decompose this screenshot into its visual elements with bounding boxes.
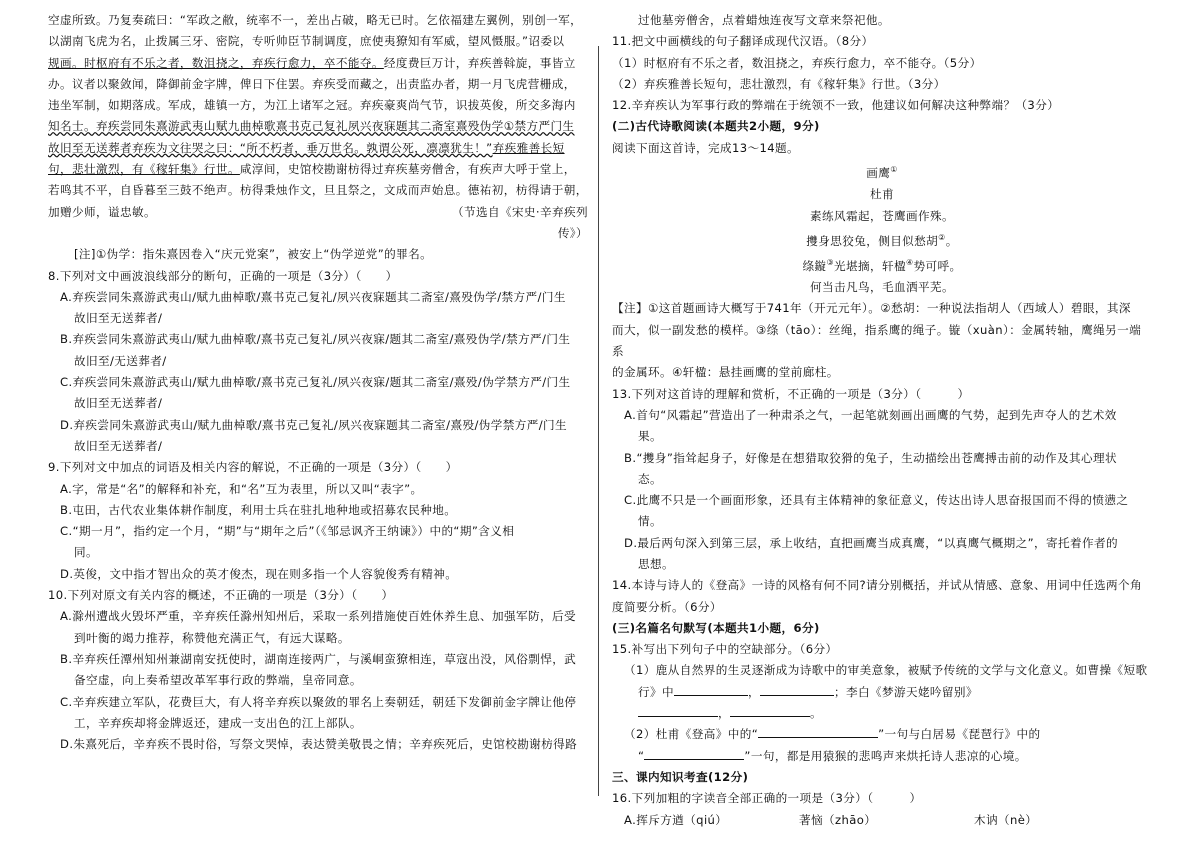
underlined-sentence-2: 弃疾雅善长短 bbox=[492, 140, 565, 155]
option-c[interactable]: C.辛弃疾建立军队，花费巨大，有人将辛弃疾以聚敛的罪名上奏朝廷，朝廷下发御前金字牌让他停 bbox=[60, 694, 577, 709]
option-d[interactable]: D.弃疾尝同朱熹游武夷山/赋九曲棹歌/熹书克己复礼/夙兴夜寐题其二斋室/熹殁/伪学禁方严/门生 bbox=[60, 417, 568, 432]
option-c[interactable]: C.“期一月”，指约定一个月，“期”与“期年之后”（《邹忌讽齐王纳谏》）中的“期”含义相 bbox=[60, 524, 515, 539]
left-column bbox=[48, 10, 588, 755]
poem-line: 何当击凡鸟，毛血洒平芜。 bbox=[810, 280, 954, 295]
section-title: (二)古代诗歌阅读(本题共2小题，9分) bbox=[612, 119, 820, 134]
sub-question: （2）弃疾雅善长短句，悲壮激烈，有《稼轩集》行世。（3分） bbox=[612, 76, 946, 91]
answer-blank[interactable] bbox=[758, 725, 878, 738]
option-b[interactable]: B.“㩳身”指耸起身子，好像是在想猎取狡猾的兔子，生动描绘出苍鹰搏击前的动作及其心理状 bbox=[624, 450, 1118, 465]
option-b[interactable]: B.屯田，古代农业集体耕作制度，利用士兵在驻扎地种地或招募农民种地。 bbox=[60, 502, 457, 517]
question-stem: 15.补写出下列句子中的空缺部分。（6分） bbox=[612, 642, 838, 657]
option-b[interactable]: B.辛弃疾任潭州知州兼湖南安抚使时，湖南连接两广，与溪峒蛮獠相连，草寇出没，风俗剽悍，武 bbox=[60, 651, 577, 666]
section-title: 三、课内知识考查(12分) bbox=[612, 769, 749, 784]
poem-title: 画鹰① bbox=[866, 165, 898, 180]
answer-blank[interactable] bbox=[674, 683, 748, 696]
passage-line: 以湖南飞虎为名，止拨属三牙、密院，专听帅臣节制调度，庶使夷獠知有军威，望风慑服。”诏委以 bbox=[48, 34, 565, 49]
source-citation: （节选自《宋史·辛弃疾列 bbox=[451, 204, 588, 219]
question-stem: 10.下列对原文有关内容的概述，不正确的一项是（3分）（ ） bbox=[48, 588, 394, 603]
option-c[interactable]: C.弃疾尝同朱熹游武夷山/赋九曲棹歌/熹书克己复礼/夙兴夜寐/题其二斋室/熹殁/伪学禁方严/门生 bbox=[60, 375, 571, 390]
poem-line: 素练风霜起，苍鹰画作殊。 bbox=[810, 208, 954, 223]
answer-blank[interactable] bbox=[638, 704, 718, 717]
source-citation-end: 传》） bbox=[557, 225, 588, 240]
passage-line: 违坐军制，如期落成。军成，雄镇一方，为江上诸军之冠。弃疾豪爽尚气节，识拔英俊，所交多海内 bbox=[48, 98, 576, 113]
section-title: (三)名篇名句默写(本题共1小题，6分) bbox=[612, 620, 820, 635]
option-d[interactable]: D.朱熹死后，辛弃疾不畏时俗，写祭文哭悼，表达赞美敬畏之情；辛弃疾死后，史馆校勘谢枋得路 bbox=[60, 737, 578, 752]
option-a[interactable]: A.首句“风霜起”营造出了一种肃杀之气，一起笔就刻画出画鹰的气势，起到先声夺人的艺术效 bbox=[624, 407, 1117, 422]
column-divider bbox=[598, 46, 599, 796]
passage-line bbox=[48, 138, 588, 159]
answer-blank[interactable] bbox=[730, 704, 810, 717]
passage-line: 规画。时枢府有不乐之者，数沮挠之，弃疾行愈力，卒不能夺。经度费巨万计，弃疾善斡旋，事皆立 bbox=[48, 55, 576, 70]
passage bbox=[48, 10, 588, 266]
question-stem: 9.下列对文中加点的词语及相关内容的解说，不正确的一项是（3分）（ ） bbox=[48, 460, 458, 475]
passage-line: 加赠少师，谥忠敏。 （节选自《宋史·辛弃疾列 bbox=[48, 202, 588, 223]
passage-line: 句，悲壮激烈，有《稼轩集》行世。咸淳间，史馆校勘谢枋得过弃疾墓旁僧舍，有疾声大呼于堂上， bbox=[48, 162, 576, 177]
option-a[interactable]: A.挥斥方遒（qiú） 著恼（zhāo） 木讷（nè） bbox=[624, 812, 1038, 827]
option-a[interactable]: A.弃疾尝同朱熹游武夷山/赋九曲棹歌/熹书克己复礼/夙兴夜寐题其二斋室/熹殁伪学/禁方严/门生 bbox=[60, 289, 566, 304]
passage-line: 若鸣其不平，自昏暮至三鼓不绝声。枋得秉烛作文，旦且祭之，文成而声始息。德祐初，枋得请于朝， bbox=[48, 183, 588, 198]
question-stem: 11.把文中画横线的句子翻译成现代汉语。（8分） bbox=[612, 34, 874, 49]
passage-line: 知名士。弃疾尝同朱熹游武夷山赋九曲棹歌熹书克己复礼夙兴夜寐题其二斋室熹殁伪学①禁方严门生 bbox=[48, 119, 575, 134]
question-13: 13.下列对这首诗的理解和赏析，不正确的一项是（3分）（ ） A.首句“风霜起”营造出了一种肃杀之气，一起笔就刻画出画鹰的气势，起到先声夺人的艺术效 果。 B.“㩳身”指耸起身子，好像是在想猎取狡猾的兔子，生动描绘出苍鹰搏击前的动作及其心理状 态。 C.此鹰不只是一个画面形象，还具有主体精神的象征意义，传达出诗人思奋报国而不得的愤懑之 情。 D.最后两句深入到第三层，承上收结，直把画鹰当成真鹰，“以真鹰气概期之”，寄托着作者的 思想。 bbox=[612, 384, 1152, 576]
wavy-underlined-text: 故旧至无送葬者弃疾为文往哭之曰：“所不朽者，垂万世名。孰谓公死，凛凛犹生！” bbox=[48, 140, 493, 155]
question-12: 12.辛弃疾认为军事行政的弊端在于统领不一致，他建议如何解决这种弊端？（3分） bbox=[612, 98, 1060, 113]
poem-author: 杜甫 bbox=[870, 187, 894, 202]
passage-line: 空虚所致。乃复奏疏曰：“军政之敝，统率不一，差出占破，略无已时。乞依福建左翼例，别创一军， bbox=[48, 13, 583, 27]
question-15: 15.补写出下列句子中的空缺部分。（6分） （1）鹿从自然界的生灵逐渐成为诗歌中的审美意象，被赋予传统的文学与文化意义。如曹操《短歌 行》中 ， ；李白《梦游天姥吟留别》 ， 。 （2）杜甫《登高》中的“ ”一句与白居易《琵琶行》中的 “ ”一句，都是用猿猴的悲鸣声来烘托诗人悲凉的心境。 bbox=[612, 639, 1152, 767]
question-10: 10.下列对原文有关内容的概述，不正确的一项是（3分）（ ） A.滁州遭战火毁坏严重，辛弃疾任滁州知州后，采取一系列措施使百姓休养生息、加强军防，后受 到叶衡的竭力推荐，称赞他充满正气，有远大谋略。 B.辛弃疾任潭州知州兼湖南安抚使时，湖南连接两广，与溪峒蛮獠相连，草寇出没，风俗剽悍，武 备空虚，向上奏希望改革军事行政的弊端，皇帝同意。 C.辛弃疾建立军队，花费巨大，有人将辛弃疾以聚敛的罪名上奏朝廷，朝廷下发御前金字牌让他停 工，辛弃疾却将金牌返还，建成一支出色的江上部队。 D.朱熹死后，辛弃疾不畏时俗，写祭文哭悼，表达赞美敬畏之情；辛弃疾死后，史馆校勘谢枋得路 bbox=[48, 585, 588, 755]
poem-line: 绦鏇③光堪摘，轩楹④势可呼。 bbox=[802, 257, 962, 273]
section-intro: 阅读下面这首诗，完成13～14题。 bbox=[612, 140, 800, 155]
question-stem: 8.下列对文中画波浪线部分的断句，正确的一项是（3分）（ ） bbox=[48, 268, 398, 283]
poem-note: 【注】①这首题画诗大概写于741年（开元元年）。②愁胡：一种说法指胡人（西域人）碧眼，其深 而大，似一副发愁的模样。③绦（tāo）：丝绳，指系鹰的绳子。镟（xuàn）：金属转轴，鹰绳另一端系 的金属环。④轩楹：悬挂画鹰的堂前廊柱。 bbox=[612, 301, 1142, 380]
sub-question: （1）时枢府有不乐之者，数沮挠之，弃疾行愈力，卒不能夺。（5分） bbox=[612, 55, 982, 70]
option-a[interactable]: A.字，常是“名”的解释和补充，和“名”互为表里，所以又叫“表字”。 bbox=[60, 481, 423, 496]
question-stem: 13.下列对这首诗的理解和赏析，不正确的一项是（3分）（ ） bbox=[612, 386, 970, 401]
option-d[interactable]: D.英俊，文中指才智出众的英才俊杰，现在则多指一个人容貌俊秀有精神。 bbox=[60, 566, 458, 581]
question-stem: 16.下列加粗的字读音全部正确的一项是（3分）（ ） bbox=[612, 791, 922, 806]
option-b[interactable]: B.弃疾尝同朱熹游武夷山/赋九曲棹歌/熹书克己复礼/夙兴夜寐/题其二斋室/熹殁伪学/禁方严/门生 bbox=[60, 332, 571, 347]
poem bbox=[612, 159, 1152, 298]
question-9: 9.下列对文中加点的词语及相关内容的解说，不正确的一项是（3分）（ ） A.字，常是“名”的解释和补充，和“名”互为表里，所以又叫“表字”。 B.屯田，古代农业集体耕作制度，利用士兵在驻扎地种地或招募农民种地。 C.“期一月”，指约定一个月，“期”与“期年之后”（《邹忌讽齐王纳谏》）中的“期”含义相 同。 D.英俊，文中指才智出众的英才俊杰，现在则多指一个人容貌俊秀有精神。 bbox=[48, 457, 588, 585]
option-d[interactable]: D.最后两句深入到第三层，承上收结，直把画鹰当成真鹰，“以真鹰气概期之”，寄托着作者的 bbox=[624, 535, 1118, 550]
question-16 bbox=[612, 788, 1152, 831]
answer-blank[interactable] bbox=[644, 747, 744, 760]
question-11 bbox=[612, 31, 1152, 95]
option-c[interactable]: C.此鹰不只是一个画面形象，还具有主体精神的象征意义，传达出诗人思奋报国而不得的愤懑之 bbox=[624, 493, 1129, 508]
option-a[interactable]: A.滁州遭战火毁坏严重，辛弃疾任滁州知州后，采取一系列措施使百姓休养生息、加强军防，后受 bbox=[60, 609, 576, 624]
passage-line: 办。议者以聚敛闻，降御前金字牌，俾日下住罢。弃疾受而藏之，出责监办者，期一月飞虎营栅成， bbox=[48, 76, 576, 91]
passage-note: [注]①伪学：指朱熹因卷入“庆元党案”，被安上“伪学逆党”的罪名。 bbox=[74, 247, 433, 262]
question-14: 14.本诗与诗人的《登高》一诗的风格有何不同?请分别概括，并试从情感、意象、用词中任选两个角 度简要分析。（6分） bbox=[612, 578, 1142, 614]
right-column bbox=[612, 10, 1152, 831]
answer-blank[interactable] bbox=[760, 683, 834, 696]
question-8: 8.下列对文中画波浪线部分的断句，正确的一项是（3分）（ ） A.弃疾尝同朱熹游武夷山/赋九曲棹歌/熹书克己复礼/夙兴夜寐题其二斋室/熹殁伪学/禁方严/门生 故旧至无送葬者/ B.弃疾尝同朱熹游武夷山/赋九曲棹歌/熹书克己复礼/夙兴夜寐/题其二斋室/熹殁伪学/禁方严/门生 故旧至/无送葬者/ C.弃疾尝同朱熹游武夷山/赋九曲棹歌/熹书克己复礼/夙兴夜寐/题其二斋室/熹殁/伪学禁方严/门生 故旧至无送葬者/ D.弃疾尝同朱熹游武夷山/赋九曲棹歌/熹书克己复礼/夙兴夜寐题其二斋室/熹殁/伪学禁方严/门生 故旧至无送葬者/ bbox=[48, 266, 588, 458]
poem-line: 㩳身思狡兔，侧目似愁胡②。 bbox=[806, 232, 958, 248]
option-d-continued: 过他墓旁僧舍，点着蜡烛连夜写文章来祭祀他。 bbox=[638, 13, 890, 27]
underlined-sentence-1: 规画。时枢府有不乐之者，数沮挠之，弃疾行愈力，卒不能夺。 bbox=[48, 55, 384, 70]
